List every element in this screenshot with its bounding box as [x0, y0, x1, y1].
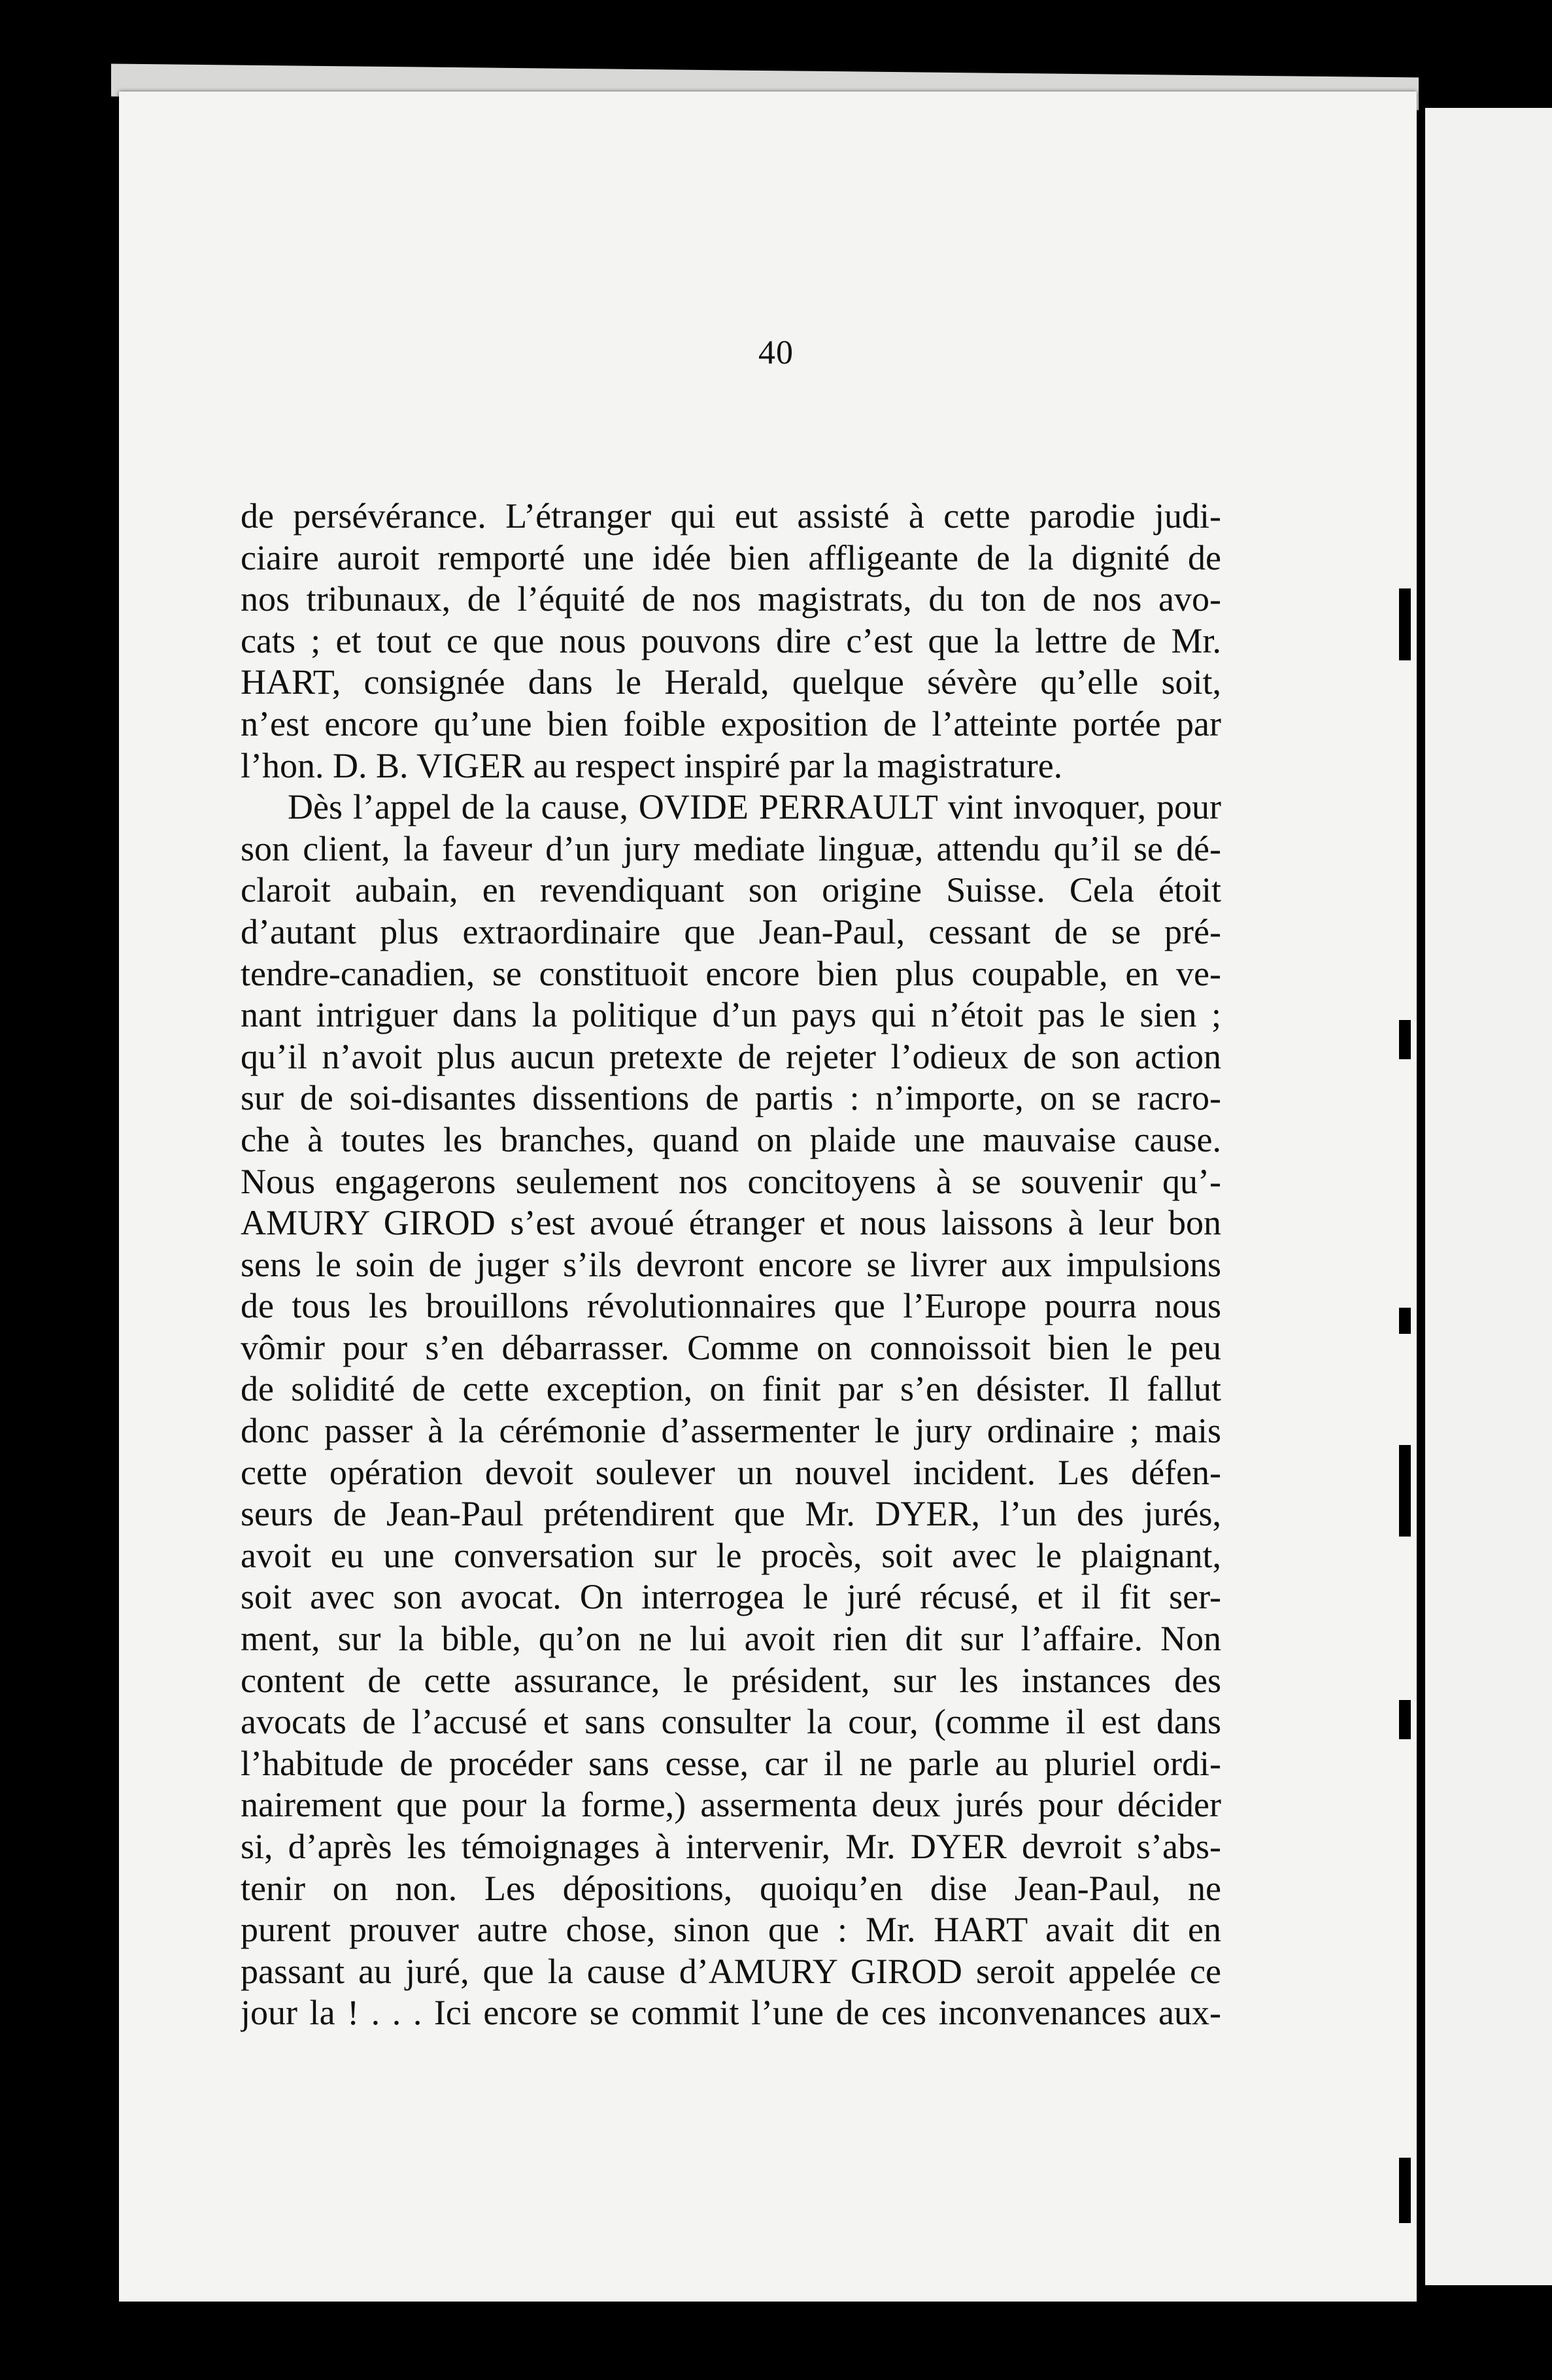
text-line: son client, la faveur d’un jury mediate linguæ, attendu qu’il se dé- [241, 828, 1221, 868]
text-line: tenir on non. Les dépositions, quoiqu’en dise Jean-Paul, ne [241, 1868, 1221, 1908]
text-line: ment, sur la bible, qu’on ne lui avoit rien dit sur l’affaire. Non [241, 1619, 1221, 1659]
binding-mark [1399, 1445, 1411, 1537]
text-line: soit avec son avocat. On interrogea le juré récusé, et il fit ser- [241, 1577, 1221, 1617]
text-line: nant intriguer dans la politique d’un pays qui n’étoit pas le sien ; [241, 995, 1221, 1035]
text-line: AMURY GIROD s’est avoué étranger et nous laissons à leur bon [241, 1203, 1221, 1243]
text-line: content de cette assurance, le président, sur les instances des [241, 1660, 1221, 1700]
text-line: de persévérance. L’étranger qui eut assisté à cette parodie judi- [241, 496, 1221, 536]
text-line: cette opération devoit soulever un nouvel incident. Les défen- [241, 1452, 1221, 1492]
text-line: de solidité de cette exception, on finit par s’en désister. Il fallut [241, 1369, 1221, 1409]
binding-mark [1399, 588, 1411, 660]
binding-mark [1399, 1020, 1411, 1059]
text-line: seurs de Jean-Paul prétendirent que Mr. DYER, l’un des jurés, [241, 1494, 1221, 1534]
text-line: ciaire auroit remporté une idée bien affligeante de la dignité de [241, 537, 1221, 577]
body-text [241, 496, 1221, 2034]
text-line: donc passer à la cérémonie d’assermenter le jury ordinaire ; mais [241, 1411, 1221, 1451]
text-line: purent prouver autre chose, sinon que : Mr. HART avait dit en [241, 1910, 1221, 1950]
text-line: sur de soi-disantes dissentions de partis : n’importe, on se racro- [241, 1078, 1221, 1118]
text-line: claroit aubain, en revendiquant son origine Suisse. Cela étoit [241, 870, 1221, 910]
text-line: HART, consignée dans le Herald, quelque sévère qu’elle soit, [241, 662, 1221, 702]
text-line: de tous les brouillons révolutionnaires que l’Europe pourra nous [241, 1286, 1221, 1326]
binding-mark [1399, 1308, 1411, 1334]
text-line: nairement que pour la forme,) assermenta deux jurés pour décider [241, 1785, 1221, 1825]
text-line: n’est encore qu’une bien foible exposition de l’atteinte portée par [241, 704, 1221, 743]
text-line: d’autant plus extraordinaire que Jean-Paul, cessant de se pré- [241, 911, 1221, 951]
text-line: cats ; et tout ce que nous pouvons dire c’est que la lettre de Mr. [241, 620, 1221, 660]
text-line: qu’il n’avoit plus aucun pretexte de rejeter l’odieux de son action [241, 1036, 1221, 1076]
text-line: si, d’après les témoignages à intervenir, Mr. DYER devroit s’abs- [241, 1827, 1221, 1866]
text-line: Nous engagerons seulement nos concitoyens à se souvenir qu’- [241, 1161, 1221, 1201]
binding-mark [1399, 1700, 1411, 1739]
text-line: vômir pour s’en débarrasser. Comme on connoissoit bien le peu [241, 1327, 1221, 1367]
page-number: 40 [758, 334, 794, 371]
facing-page-strip [1425, 108, 1552, 2285]
text-line: jour la ! . . . Ici encore se commit l’une de ces inconvenances aux- [241, 1993, 1221, 2033]
text-line: passant au juré, que la cause d’AMURY GIROD seroit appelée ce [241, 1951, 1221, 1991]
text-line: tendre-canadien, se constituoit encore bien plus coupable, en ve- [241, 953, 1221, 993]
binding-mark [1399, 2158, 1411, 2223]
text-line: l’hon. D. B. VIGER au respect inspiré par la magistrature. [241, 745, 1063, 785]
text-line: che à toutes les branches, quand on plaide une mauvaise cause. [241, 1119, 1221, 1159]
text-line: Dès l’appel de la cause, OVIDE PERRAULT vint invoquer, pour [288, 787, 1221, 827]
text-line: l’habitude de procéder sans cesse, car il ne parle au pluriel ordi- [241, 1743, 1221, 1783]
text-line: avocats de l’accusé et sans consulter la cour, (comme il est dans [241, 1702, 1221, 1742]
text-line: sens le soin de juger s’ils devront encore se livrer aux impulsions [241, 1244, 1221, 1284]
text-line: nos tribunaux, de l’équité de nos magistrats, du ton de nos avo- [241, 579, 1221, 619]
text-line: avoit eu une conversation sur le procès, soit avec le plaignant, [241, 1535, 1221, 1575]
